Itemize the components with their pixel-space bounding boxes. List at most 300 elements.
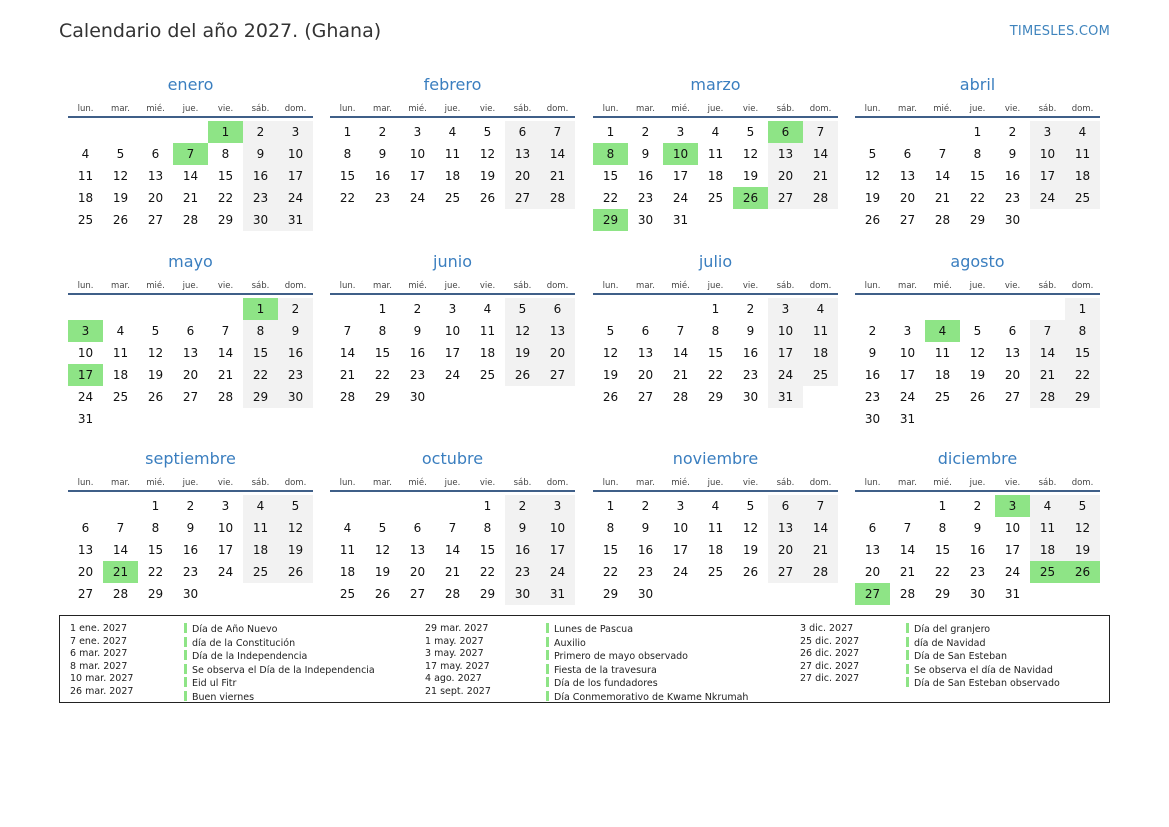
empty-cell	[890, 121, 925, 143]
weekday-label: vie.	[479, 281, 496, 291]
day-cell: 12	[479, 147, 496, 161]
month-name: agosto	[950, 252, 1005, 271]
empty-cell	[995, 298, 1030, 320]
holiday-name	[546, 637, 748, 651]
day-cell: 30	[1004, 213, 1021, 227]
empty-cell	[138, 121, 173, 143]
holiday-date: 17 may. 2027	[425, 660, 490, 672]
day-cell: 17	[672, 543, 689, 557]
day-cell: 16	[182, 543, 199, 557]
weekday-label: sáb.	[776, 104, 795, 114]
empty-cell	[208, 298, 243, 320]
weekday-label: vie.	[1004, 478, 1021, 488]
holiday-name	[906, 664, 1060, 678]
empty-cell	[278, 583, 313, 605]
month-agosto	[855, 251, 1100, 430]
day-cell: 7	[448, 521, 457, 535]
month-name: junio	[433, 252, 472, 271]
day-cell: 21	[540, 165, 575, 187]
day-cell: 9	[413, 324, 422, 338]
day-cell: 18	[444, 169, 461, 183]
day-cell: 3	[903, 324, 912, 338]
day-cell: 23	[374, 191, 391, 205]
day-cell: 28	[182, 213, 199, 227]
day-cell: 9	[746, 324, 755, 338]
weekday-label: sáb.	[1038, 478, 1057, 488]
month-diciembre	[855, 448, 1100, 605]
day-cell: 25	[243, 561, 278, 583]
day-cell: 16	[637, 543, 654, 557]
day-cell: 22	[339, 191, 356, 205]
weekday-label: dom.	[809, 104, 832, 114]
day-cell: 15	[147, 543, 164, 557]
day-cell: 8	[606, 521, 615, 535]
holiday-name-text: día de Navidad	[914, 637, 986, 649]
day-cell: 19	[864, 191, 881, 205]
day-cell: 17	[278, 165, 313, 187]
day-cell: 3	[278, 121, 313, 143]
holiday-marker	[546, 650, 549, 660]
holiday-name	[546, 664, 748, 678]
day-cell: 29	[374, 390, 391, 404]
day-cell: 27	[147, 213, 164, 227]
holiday-name-text: Día de Año Nuevo	[192, 624, 278, 635]
day-cell: 10	[444, 324, 461, 338]
month-mayo	[68, 251, 313, 430]
weekday-label: dom.	[284, 104, 307, 114]
day-cell: 14	[803, 143, 838, 165]
day-cell: 27	[409, 587, 426, 601]
weekday-label: jue.	[444, 104, 461, 114]
holiday-marker	[906, 637, 909, 647]
holiday-name-text: Día de la Independencia	[192, 651, 308, 663]
day-cell: 24	[444, 368, 461, 382]
day-cell: 18	[112, 368, 129, 382]
day-cell: 30	[637, 587, 654, 601]
day-cell: 28	[444, 587, 461, 601]
weekday-label: sáb.	[1038, 104, 1057, 114]
day-cell: 21	[444, 565, 461, 579]
day-cell: 1	[1065, 298, 1100, 320]
day-cell: 6	[868, 521, 877, 535]
legend-date-column	[425, 623, 491, 699]
day-cell: 15	[969, 169, 986, 183]
day-cell: 30	[969, 587, 986, 601]
weekday-label: sáb.	[513, 478, 532, 488]
day-cell: 29	[707, 390, 724, 404]
day-cell: 2	[641, 125, 650, 139]
empty-cell	[330, 298, 365, 320]
day-cell: 3	[540, 495, 575, 517]
day-cell: 18	[243, 539, 278, 561]
day-cell: 10	[768, 320, 803, 342]
weekday-label: lun.	[602, 104, 619, 114]
month-abril	[855, 74, 1100, 231]
day-cell: 21	[672, 368, 689, 382]
weekday-label: jue.	[182, 478, 199, 488]
day-cell: 2	[413, 302, 422, 316]
holiday-day-cell: 4	[925, 320, 960, 342]
day-cell: 11	[1065, 143, 1100, 165]
day-cell: 3	[221, 499, 230, 513]
day-cell: 2	[1008, 125, 1017, 139]
weekday-label: vie.	[742, 104, 759, 114]
weekday-label: mié.	[671, 104, 690, 114]
weekday-label: dom.	[1071, 104, 1094, 114]
weekday-label: sáb.	[1038, 281, 1057, 291]
weekday-label: lun.	[77, 478, 94, 488]
month-name: noviembre	[672, 449, 759, 468]
day-cell: 2	[186, 499, 195, 513]
empty-cell	[243, 583, 278, 605]
weekday-label: vie.	[479, 104, 496, 114]
holiday-date: 29 mar. 2027	[425, 623, 489, 634]
day-cell: 15	[374, 346, 391, 360]
day-cell: 4	[243, 495, 278, 517]
day-grid	[593, 118, 838, 231]
month-name: diciembre	[937, 449, 1018, 468]
day-cell: 7	[1030, 320, 1065, 342]
day-cell: 30	[278, 386, 313, 408]
day-cell: 17	[409, 169, 426, 183]
holiday-date: 1 ene. 2027	[70, 623, 127, 634]
empty-cell	[698, 583, 733, 605]
weekday-label: dom.	[546, 478, 569, 488]
brand-link[interactable]: TIMESLES.COM	[1009, 24, 1110, 39]
day-cell: 20	[182, 368, 199, 382]
day-cell: 14	[339, 346, 356, 360]
day-cell: 19	[147, 368, 164, 382]
empty-cell	[663, 583, 698, 605]
day-cell: 13	[768, 517, 803, 539]
weekday-label: sáb.	[251, 104, 270, 114]
weekday-label: mar.	[898, 281, 917, 291]
day-cell: 22	[147, 565, 164, 579]
holiday-name	[184, 637, 375, 651]
day-grid	[330, 492, 575, 605]
holiday-name-text: Se observa el día de Navidad	[914, 664, 1053, 676]
day-cell: 2	[641, 499, 650, 513]
day-cell: 9	[1008, 147, 1017, 161]
day-cell: 30	[864, 412, 881, 426]
day-cell: 15	[602, 543, 619, 557]
weekday-label: jue.	[707, 478, 724, 488]
holiday-day-cell: 7	[173, 143, 208, 165]
day-cell: 18	[803, 342, 838, 364]
day-cell: 26	[864, 213, 881, 227]
empty-cell	[68, 495, 103, 517]
holiday-name-text: día de la Constitución	[192, 637, 296, 649]
weekday-label: dom.	[284, 281, 307, 291]
day-cell: 12	[505, 320, 540, 342]
day-cell: 4	[803, 298, 838, 320]
day-cell: 31	[77, 412, 94, 426]
holiday-date: 27 dic. 2027	[800, 660, 860, 672]
day-cell: 16	[243, 165, 278, 187]
weekday-label: jue.	[444, 281, 461, 291]
empty-cell	[995, 408, 1030, 430]
month-name: octubre	[421, 449, 484, 468]
holiday-name	[906, 623, 1060, 637]
day-cell: 8	[343, 147, 352, 161]
day-cell: 11	[444, 147, 461, 161]
weekday-label: mié.	[671, 478, 690, 488]
day-cell: 4	[483, 302, 492, 316]
day-cell: 30	[182, 587, 199, 601]
holiday-name-text: Lunes de Pascua	[554, 624, 634, 635]
day-cell: 1	[343, 125, 352, 139]
day-cell: 26	[602, 390, 619, 404]
empty-cell	[628, 298, 663, 320]
day-cell: 8	[243, 320, 278, 342]
day-cell: 2	[973, 499, 982, 513]
holiday-marker	[184, 664, 187, 674]
day-cell: 9	[641, 147, 650, 161]
day-cell: 5	[746, 125, 755, 139]
day-cell: 21	[803, 165, 838, 187]
day-cell: 30	[409, 390, 426, 404]
day-cell: 4	[448, 125, 457, 139]
day-cell: 16	[278, 342, 313, 364]
weekday-label: dom.	[546, 281, 569, 291]
holiday-day-cell: 26	[1065, 561, 1100, 583]
day-cell: 29	[217, 213, 234, 227]
day-cell: 11	[112, 346, 129, 360]
holiday-name	[906, 650, 1060, 664]
day-cell: 29	[969, 213, 986, 227]
day-cell: 19	[602, 368, 619, 382]
day-cell: 21	[1030, 364, 1065, 386]
holiday-name	[184, 691, 375, 705]
day-cell: 19	[479, 169, 496, 183]
empty-cell	[365, 495, 400, 517]
empty-cell	[103, 121, 138, 143]
day-cell: 13	[505, 143, 540, 165]
day-cell: 24	[768, 364, 803, 386]
day-cell: 9	[186, 521, 195, 535]
holiday-name	[546, 691, 748, 705]
day-grid	[855, 118, 1100, 231]
month-name: septiembre	[145, 449, 236, 468]
day-cell: 7	[676, 324, 685, 338]
day-cell: 12	[742, 147, 759, 161]
day-cell: 13	[540, 320, 575, 342]
day-cell: 23	[278, 364, 313, 386]
day-cell: 10	[672, 521, 689, 535]
holiday-date: 6 mar. 2027	[70, 648, 128, 660]
day-cell: 7	[938, 147, 947, 161]
day-cell: 3	[448, 302, 457, 316]
holiday-date: 21 sept. 2027	[425, 685, 491, 697]
day-cell: 26	[969, 390, 986, 404]
day-cell: 6	[1008, 324, 1017, 338]
day-cell: 28	[803, 561, 838, 583]
day-cell: 15	[243, 342, 278, 364]
day-cell: 4	[116, 324, 125, 338]
weekday-label: mar.	[898, 478, 917, 488]
day-cell: 1	[378, 302, 387, 316]
day-cell: 24	[672, 191, 689, 205]
weekday-header	[855, 96, 1100, 118]
day-cell: 10	[409, 147, 426, 161]
holiday-day-cell: 25	[1030, 561, 1065, 583]
weekday-label: mié.	[933, 104, 952, 114]
day-cell: 7	[540, 121, 575, 143]
day-cell: 8	[938, 521, 947, 535]
empty-cell	[435, 495, 470, 517]
day-cell: 11	[479, 324, 496, 338]
holiday-legend	[59, 615, 1110, 703]
weekday-label: jue.	[707, 104, 724, 114]
weekday-header	[68, 470, 313, 492]
day-cell: 30	[505, 583, 540, 605]
empty-cell	[173, 121, 208, 143]
day-cell: 11	[77, 169, 94, 183]
month-noviembre	[593, 448, 838, 605]
day-cell: 26	[374, 587, 391, 601]
holiday-day-cell: 1	[243, 298, 278, 320]
holiday-marker	[184, 691, 187, 701]
day-cell: 30	[243, 209, 278, 231]
day-cell: 5	[973, 324, 982, 338]
day-cell: 18	[707, 543, 724, 557]
day-cell: 27	[540, 364, 575, 386]
day-cell: 24	[278, 187, 313, 209]
day-cell: 13	[409, 543, 426, 557]
month-julio	[593, 251, 838, 408]
empty-cell	[768, 209, 803, 231]
day-cell: 22	[969, 191, 986, 205]
day-cell: 6	[540, 298, 575, 320]
day-cell: 23	[742, 368, 759, 382]
legend-name-column	[184, 623, 375, 705]
day-cell: 4	[343, 521, 352, 535]
day-cell: 5	[151, 324, 160, 338]
day-cell: 6	[903, 147, 912, 161]
day-cell: 5	[505, 298, 540, 320]
weekday-label: lun.	[339, 104, 356, 114]
day-cell: 15	[1065, 342, 1100, 364]
holiday-date: 25 dic. 2027	[800, 635, 860, 647]
holiday-marker	[546, 623, 549, 633]
weekday-label: mié.	[146, 104, 165, 114]
weekday-label: lun.	[864, 281, 881, 291]
day-cell: 18	[1065, 165, 1100, 187]
day-cell: 27	[182, 390, 199, 404]
empty-cell	[103, 495, 138, 517]
month-septiembre	[68, 448, 313, 605]
day-cell: 31	[768, 386, 803, 408]
day-cell: 25	[1065, 187, 1100, 209]
holiday-name-text: Día de San Esteban observado	[914, 678, 1060, 690]
day-grid	[593, 492, 838, 605]
day-cell: 14	[1030, 342, 1065, 364]
empty-cell	[505, 386, 540, 408]
day-cell: 26	[479, 191, 496, 205]
weekday-label: jue.	[707, 281, 724, 291]
day-cell: 7	[903, 521, 912, 535]
day-cell: 21	[934, 191, 951, 205]
day-cell: 25	[803, 364, 838, 386]
day-cell: 31	[1004, 587, 1021, 601]
day-cell: 8	[483, 521, 492, 535]
day-cell: 12	[602, 346, 619, 360]
weekday-label: vie.	[217, 478, 234, 488]
day-cell: 28	[217, 390, 234, 404]
day-cell: 19	[1065, 539, 1100, 561]
page-title: Calendario del año 2027. (Ghana)	[59, 20, 382, 42]
holiday-name-text: Auxilio	[554, 637, 586, 649]
day-cell: 20	[1004, 368, 1021, 382]
weekday-label: lun.	[339, 478, 356, 488]
empty-cell	[138, 408, 173, 430]
empty-cell	[68, 121, 103, 143]
day-cell: 24	[1030, 187, 1065, 209]
empty-cell	[925, 121, 960, 143]
day-cell: 19	[742, 169, 759, 183]
day-grid	[855, 295, 1100, 430]
day-cell: 17	[1030, 165, 1065, 187]
empty-cell	[68, 298, 103, 320]
holiday-name-text: Se observa el Día de la Independencia	[192, 664, 375, 676]
weekday-label: sáb.	[513, 104, 532, 114]
empty-cell	[1065, 583, 1100, 605]
holiday-marker	[546, 691, 549, 701]
day-cell: 20	[409, 565, 426, 579]
day-cell: 1	[938, 499, 947, 513]
holiday-marker	[906, 677, 909, 687]
day-cell: 23	[409, 368, 426, 382]
empty-cell	[803, 209, 838, 231]
holiday-date: 26 mar. 2027	[70, 685, 134, 697]
day-cell: 12	[742, 521, 759, 535]
holiday-day-cell: 21	[103, 561, 138, 583]
day-cell: 17	[768, 342, 803, 364]
weekday-header	[593, 273, 838, 295]
day-cell: 20	[77, 565, 94, 579]
day-cell: 18	[707, 169, 724, 183]
day-cell: 2	[378, 125, 387, 139]
weekday-label: vie.	[479, 478, 496, 488]
day-cell: 2	[868, 324, 877, 338]
day-cell: 22	[602, 565, 619, 579]
day-cell: 6	[186, 324, 195, 338]
weekday-label: mar.	[636, 478, 655, 488]
weekday-label: mar.	[373, 281, 392, 291]
day-cell: 24	[1004, 565, 1021, 579]
day-grid	[68, 118, 313, 231]
day-cell: 27	[768, 187, 803, 209]
empty-cell	[208, 583, 243, 605]
day-cell: 27	[637, 390, 654, 404]
month-name: abril	[959, 75, 996, 94]
day-cell: 26	[112, 213, 129, 227]
day-cell: 17	[672, 169, 689, 183]
day-cell: 26	[505, 364, 540, 386]
day-cell: 14	[803, 517, 838, 539]
holiday-day-cell: 10	[663, 143, 698, 165]
day-cell: 1	[151, 499, 160, 513]
day-cell: 12	[1065, 517, 1100, 539]
day-cell: 31	[540, 583, 575, 605]
day-cell: 14	[899, 543, 916, 557]
holiday-name	[546, 677, 748, 691]
day-cell: 22	[1065, 364, 1100, 386]
empty-cell	[855, 121, 890, 143]
empty-cell	[890, 298, 925, 320]
day-cell: 27	[899, 213, 916, 227]
day-cell: 1	[606, 125, 615, 139]
